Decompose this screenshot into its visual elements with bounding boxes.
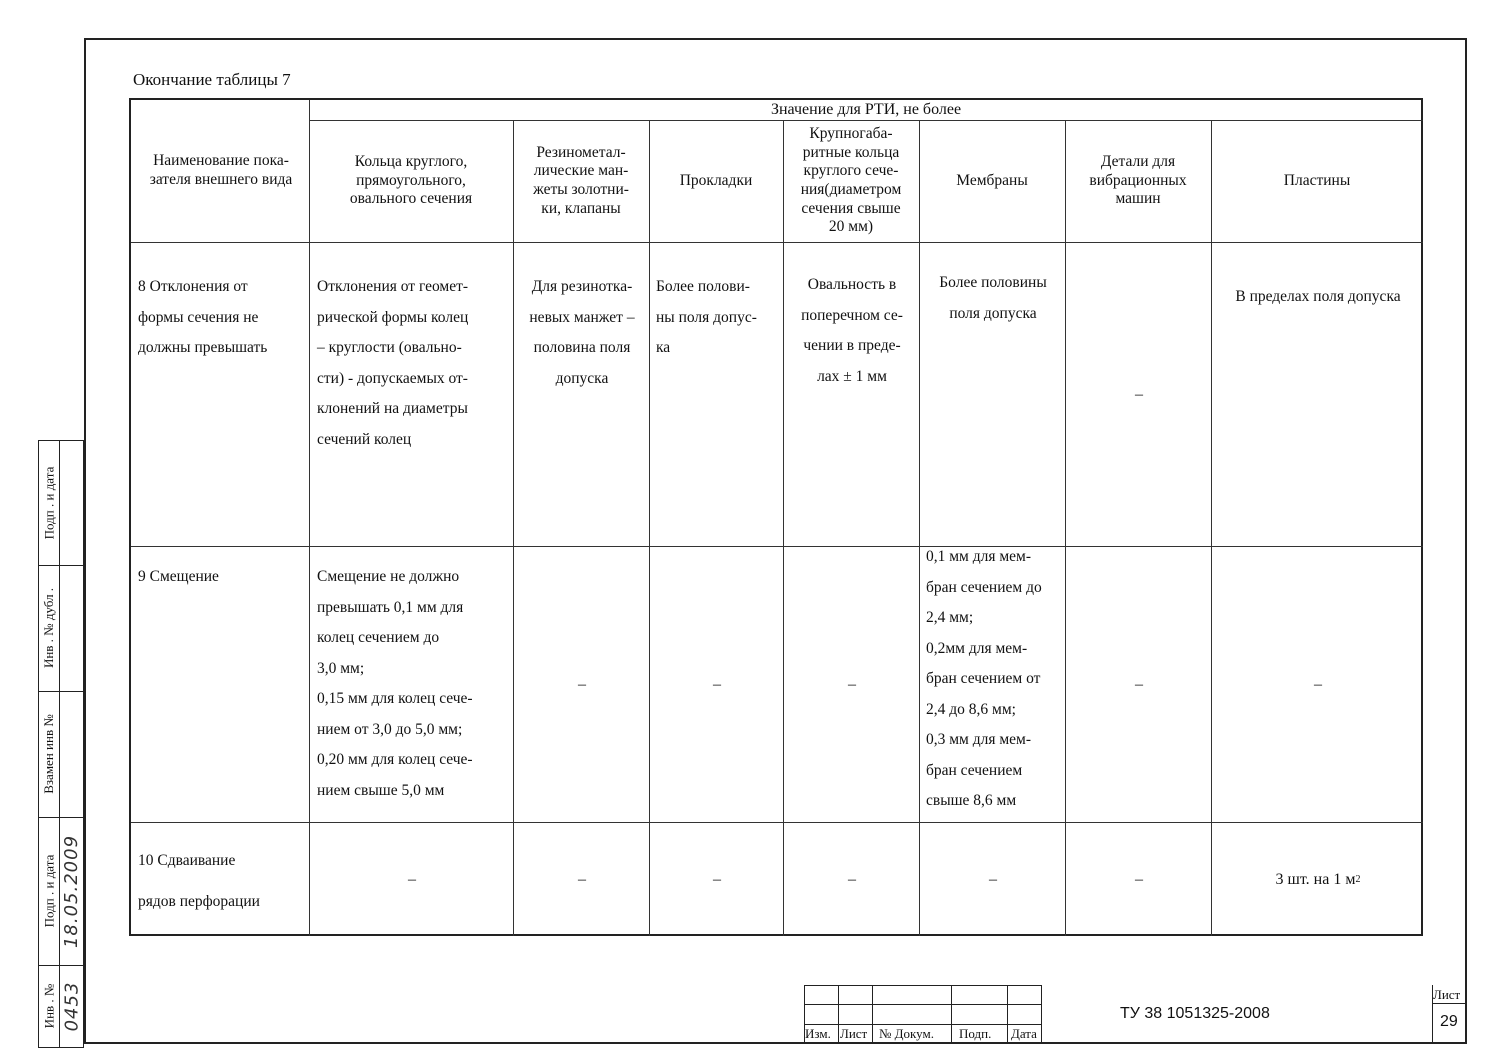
row10-rings: – [408, 871, 416, 889]
col-label-sheet: Лист [840, 1026, 868, 1041]
col-label-change: Изм. [805, 1026, 831, 1041]
side-label-inv: Инв . № [41, 983, 57, 1029]
title-block-line [1007, 985, 1008, 1044]
header-vibration-parts [1067, 120, 1209, 242]
header-indicator-name [135, 100, 307, 242]
header-text: Крупногаба- ритные кольца круглого сече- ния(диаметром сечения свыше 20 мм) [800, 125, 902, 236]
main-table [129, 98, 1423, 936]
col-label-date: Дата [1011, 1026, 1037, 1041]
row10-gaskets: – [713, 871, 721, 889]
col-divider-4 [783, 120, 784, 936]
row10-membranes: – [989, 871, 997, 889]
side-label-replace-inv: Взамен инв № [41, 714, 56, 794]
title-block-line [838, 985, 839, 1044]
header-large-rings [785, 120, 917, 242]
col-divider-1 [309, 100, 310, 936]
title-block-line [1041, 985, 1042, 1044]
col-divider-7 [1211, 120, 1212, 936]
row8-cuffs: Для резинотка- невых манжет – половина поля допуска [529, 278, 635, 387]
header-text: Резинометал- лические ман- жеты золотни- ки, клапаны [533, 143, 629, 217]
title-block-line [804, 985, 1041, 986]
handwritten-date: 18.05.2009 [61, 834, 83, 948]
header-text: Наименование пока- зателя внешнего вида [149, 152, 293, 188]
header-text: Детали для вибрационных машин [1089, 153, 1187, 208]
row9-plates: – [1314, 676, 1322, 694]
header-membranes [921, 120, 1063, 242]
row9-cuffs: – [578, 676, 586, 694]
row8-large-rings: Овальность в поперечном се- чении в преде- лах ± 1 мм [801, 276, 903, 385]
side-label-sign-date-2: Подп . и дата [41, 854, 57, 928]
title-block-line [804, 1024, 1041, 1025]
table-caption: Окончание таблицы 7 [133, 70, 291, 89]
header-text: Прокладки [679, 171, 753, 189]
row9-membranes: 0,1 мм для мем- бран сечением до 2,4 мм; 0,2мм для мем- бран сечением от 2,4 до 8,6 мм; 0,3 мм для мем- бран сечением свыше 8,6 мм [926, 548, 1042, 809]
row10-large-rings: – [848, 871, 856, 889]
document-code: ТУ 38 1051325-2008 [1120, 1005, 1270, 1022]
col-divider-3 [649, 120, 650, 936]
title-block-line [1432, 1003, 1467, 1004]
row9-indicator: 9 Смещение [138, 568, 219, 585]
row8-rings: Отклонения от геомет- рической формы колец – круглости (овально- сти) - допускаемых от- клонений на диаметры сечений колец [317, 278, 469, 448]
row9-gaskets: – [713, 676, 721, 694]
row10-vibration-parts: – [1135, 871, 1143, 889]
row9-rings: Смещение не должно превышать 0,1 мм для колец сечением до 3,0 мм; 0,15 мм для колец сече- нием от 3,0 до 5,0 мм; 0,20 мм для колец сече- нием свыше 5,0 мм [317, 568, 473, 799]
title-block-line [951, 985, 952, 1044]
title-block-line [872, 985, 873, 1044]
row10-plates [1213, 824, 1423, 936]
row8-vibration-parts: – [1135, 386, 1143, 404]
side-stamp [38, 440, 84, 1048]
row10-plates-text: 3 шт. на 1 м [1275, 871, 1356, 889]
row-divider-2 [131, 822, 1423, 823]
side-label-sign-date: Подп . и дата [41, 466, 57, 540]
group-header: Значение для РТИ, не более [770, 101, 962, 119]
col-divider-5 [919, 120, 920, 936]
side-label-dup-inv: Инв . № дубл . [41, 587, 57, 669]
header-divider [131, 242, 1423, 243]
header-text: Мембраны [956, 171, 1028, 189]
col-label-doc: № Докум. [879, 1026, 934, 1041]
header-cuffs [515, 120, 647, 242]
handwritten-inv-number: 0453 [61, 981, 83, 1031]
header-text: Пластины [1283, 171, 1351, 189]
sheet-label: Лист [1433, 987, 1461, 1002]
col-label-sign: Подп. [959, 1026, 992, 1041]
header-plates [1213, 120, 1421, 242]
superscript-2: 2 [1355, 874, 1361, 885]
header-gaskets [651, 120, 781, 242]
header-rings [311, 120, 511, 242]
sheet-number: 29 [1440, 1013, 1458, 1030]
row8-gaskets: Более полови- ны поля допус- ка [656, 278, 757, 356]
row9-large-rings: – [848, 676, 856, 694]
header-text: Кольца круглого, прямоугольного, овального сечения [349, 153, 473, 208]
col-divider-2 [513, 120, 514, 936]
row8-membranes: Более половины поля допуска [939, 274, 1047, 322]
title-block-line [804, 1004, 1041, 1005]
row-divider-1 [131, 546, 1423, 547]
row9-vibration-parts: – [1135, 676, 1143, 694]
row10-cuffs: – [578, 871, 586, 889]
row8-indicator: 8 Отклонения от формы сечения не должны превышать [138, 278, 268, 356]
row10-indicator: 10 Сдваивание рядов перфорации [138, 852, 260, 910]
row8-plates: В пределах поля допуска [1235, 288, 1401, 305]
